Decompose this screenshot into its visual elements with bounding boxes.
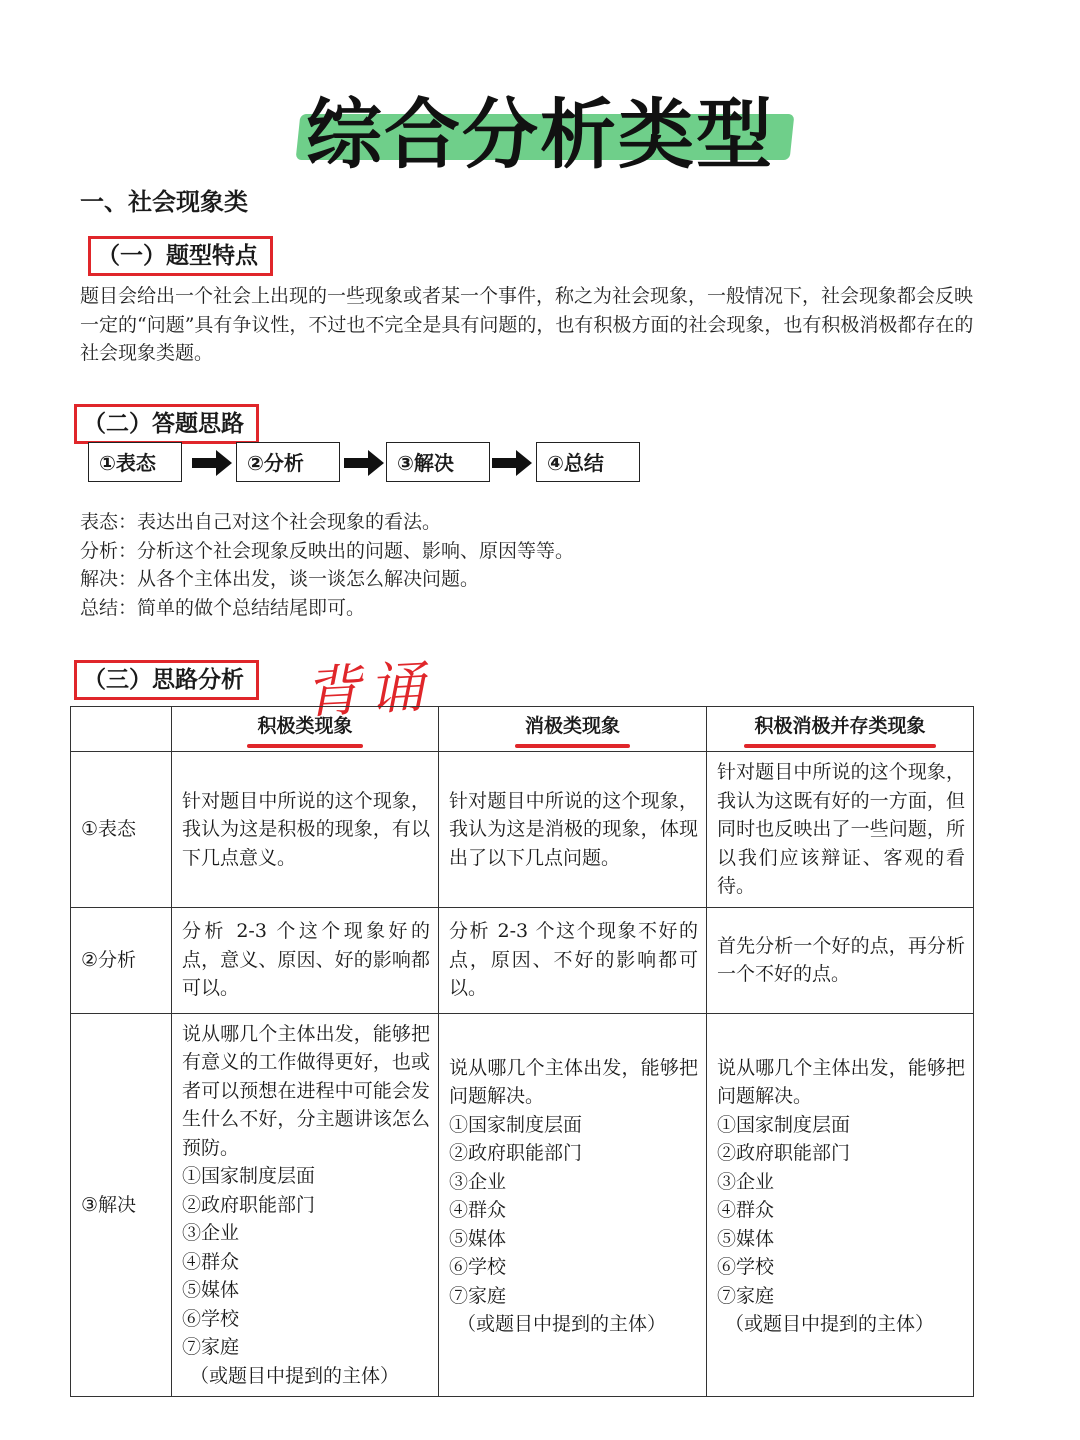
subject-item: ②政府职能部门: [182, 1193, 316, 1216]
step-descriptions: [80, 508, 980, 622]
step-description: 总结：简单的做个总结结尾即可。: [80, 596, 366, 619]
subject-item: ⑦家庭: [182, 1336, 240, 1358]
subject-item: ④群众: [717, 1199, 775, 1221]
subject-item: ③企业: [717, 1170, 775, 1193]
table-cell: [439, 1013, 707, 1397]
title-area: [0, 68, 1080, 178]
subject-item: ①国家制度层面: [182, 1165, 316, 1187]
answer-flow: [88, 442, 648, 486]
part2-heading: （二）答题思路: [74, 404, 259, 444]
step-description: 解决：从各个主体出发，谈一谈怎么解决问题。: [80, 568, 480, 590]
subject-item: ④群众: [449, 1199, 507, 1221]
part1-text: 题目会给出一个社会上出现的一些现象或者某一个事件，称之为社会现象，一般情况下，社会现象都会反映一定的“问题”具有争议性，不过也不完全是具有问题的，也有积极方面的社会现象，也有积极消极都存在的社会现象类题。: [80, 285, 974, 364]
table-cell: 首先分析一个好的点，再分析一个不好的点。: [707, 907, 974, 1013]
solve-intro: 说从哪几个主体出发，能够把有意义的工作做得更好，也或者可以预想在进程中可能会发生什么不好，分主题讲该怎么预防。: [182, 1022, 430, 1159]
flow-step: ①表态: [88, 442, 182, 482]
table-row: [71, 907, 974, 1013]
subject-item: ⑥学校: [449, 1256, 507, 1278]
subject-note: （或题目中提到的主体）: [725, 1313, 935, 1335]
subject-item: ⑥学校: [717, 1256, 775, 1278]
table-cell: 分析 2-3 个这个现象不好的点，原因、不好的影响都可以。: [439, 907, 707, 1013]
subject-item: ⑤媒体: [182, 1279, 240, 1301]
arrow-right-icon: [344, 450, 384, 476]
subject-item: ④群众: [182, 1250, 240, 1273]
flow-step: ②分析: [236, 442, 340, 482]
subject-item: ⑤媒体: [717, 1227, 775, 1250]
row-label: ②分析: [71, 907, 172, 1013]
subject-item: ⑦家庭: [717, 1284, 775, 1307]
table-header-row: [71, 707, 974, 752]
handwritten-note: 背诵: [302, 654, 434, 727]
step-description: 表态：表达出自己对这个社会现象的看法。: [80, 511, 442, 533]
table-row: [71, 752, 974, 908]
table-cell: [172, 1013, 439, 1397]
subject-item: ⑦家庭: [449, 1284, 507, 1307]
subject-item: ⑥学校: [182, 1307, 240, 1330]
flow-step: ③解决: [386, 442, 490, 482]
column-header: 消极类现象: [439, 707, 707, 752]
row-label: ①表态: [71, 752, 172, 908]
solve-intro: 说从哪几个主体出发，能够把问题解决。: [717, 1056, 965, 1107]
subject-note: （或题目中提到的主体）: [190, 1364, 400, 1387]
subject-item: ②政府职能部门: [717, 1142, 851, 1164]
row-label: ③解决: [71, 1013, 172, 1397]
subject-item: ①国家制度层面: [449, 1113, 583, 1136]
subject-item: ③企业: [449, 1170, 507, 1193]
subject-item: ③企业: [182, 1222, 240, 1244]
table-cell: 针对题目中所说的这个现象，我认为这是积极的现象，有以下几点意义。: [172, 752, 439, 908]
step-description: 分析：分析这个社会现象反映出的问题、影响、原因等等。: [80, 539, 575, 562]
subject-note: （或题目中提到的主体）: [457, 1313, 667, 1335]
subject-item: ②政府职能部门: [449, 1142, 583, 1164]
table-cell: [707, 1013, 974, 1397]
part3-heading: （三）思路分析: [74, 660, 259, 700]
arrow-right-icon: [192, 450, 232, 476]
table-cell: 针对题目中所说的这个现象，我认为这既有好的一方面，但同时也反映出了一些问题，所以我们应该辩证、客观的看待。: [707, 752, 974, 908]
part1-heading: （一）题型特点: [88, 236, 273, 276]
column-header: 积极类现象: [172, 707, 439, 752]
page-title: 综合分析类型: [306, 90, 774, 179]
table-cell: 分析 2-3 个这个现象好的点，意义、原因、好的影响都可以。: [172, 907, 439, 1013]
arrow-right-icon: [492, 450, 532, 476]
subject-item: ⑤媒体: [449, 1227, 507, 1250]
table-row: [71, 1013, 974, 1397]
analysis-table: [70, 706, 974, 1397]
solve-intro: 说从哪几个主体出发，能够把问题解决。: [449, 1056, 698, 1107]
column-header: 积极消极并存类现象: [707, 707, 974, 752]
section-heading: 一、社会现象类: [80, 188, 248, 216]
flow-step: ④总结: [536, 442, 640, 482]
table-corner: [71, 707, 172, 752]
subject-item: ①国家制度层面: [717, 1113, 851, 1136]
table-cell: 针对题目中所说的这个现象，我认为这是消极的现象，体现出了以下几点问题。: [439, 752, 707, 908]
